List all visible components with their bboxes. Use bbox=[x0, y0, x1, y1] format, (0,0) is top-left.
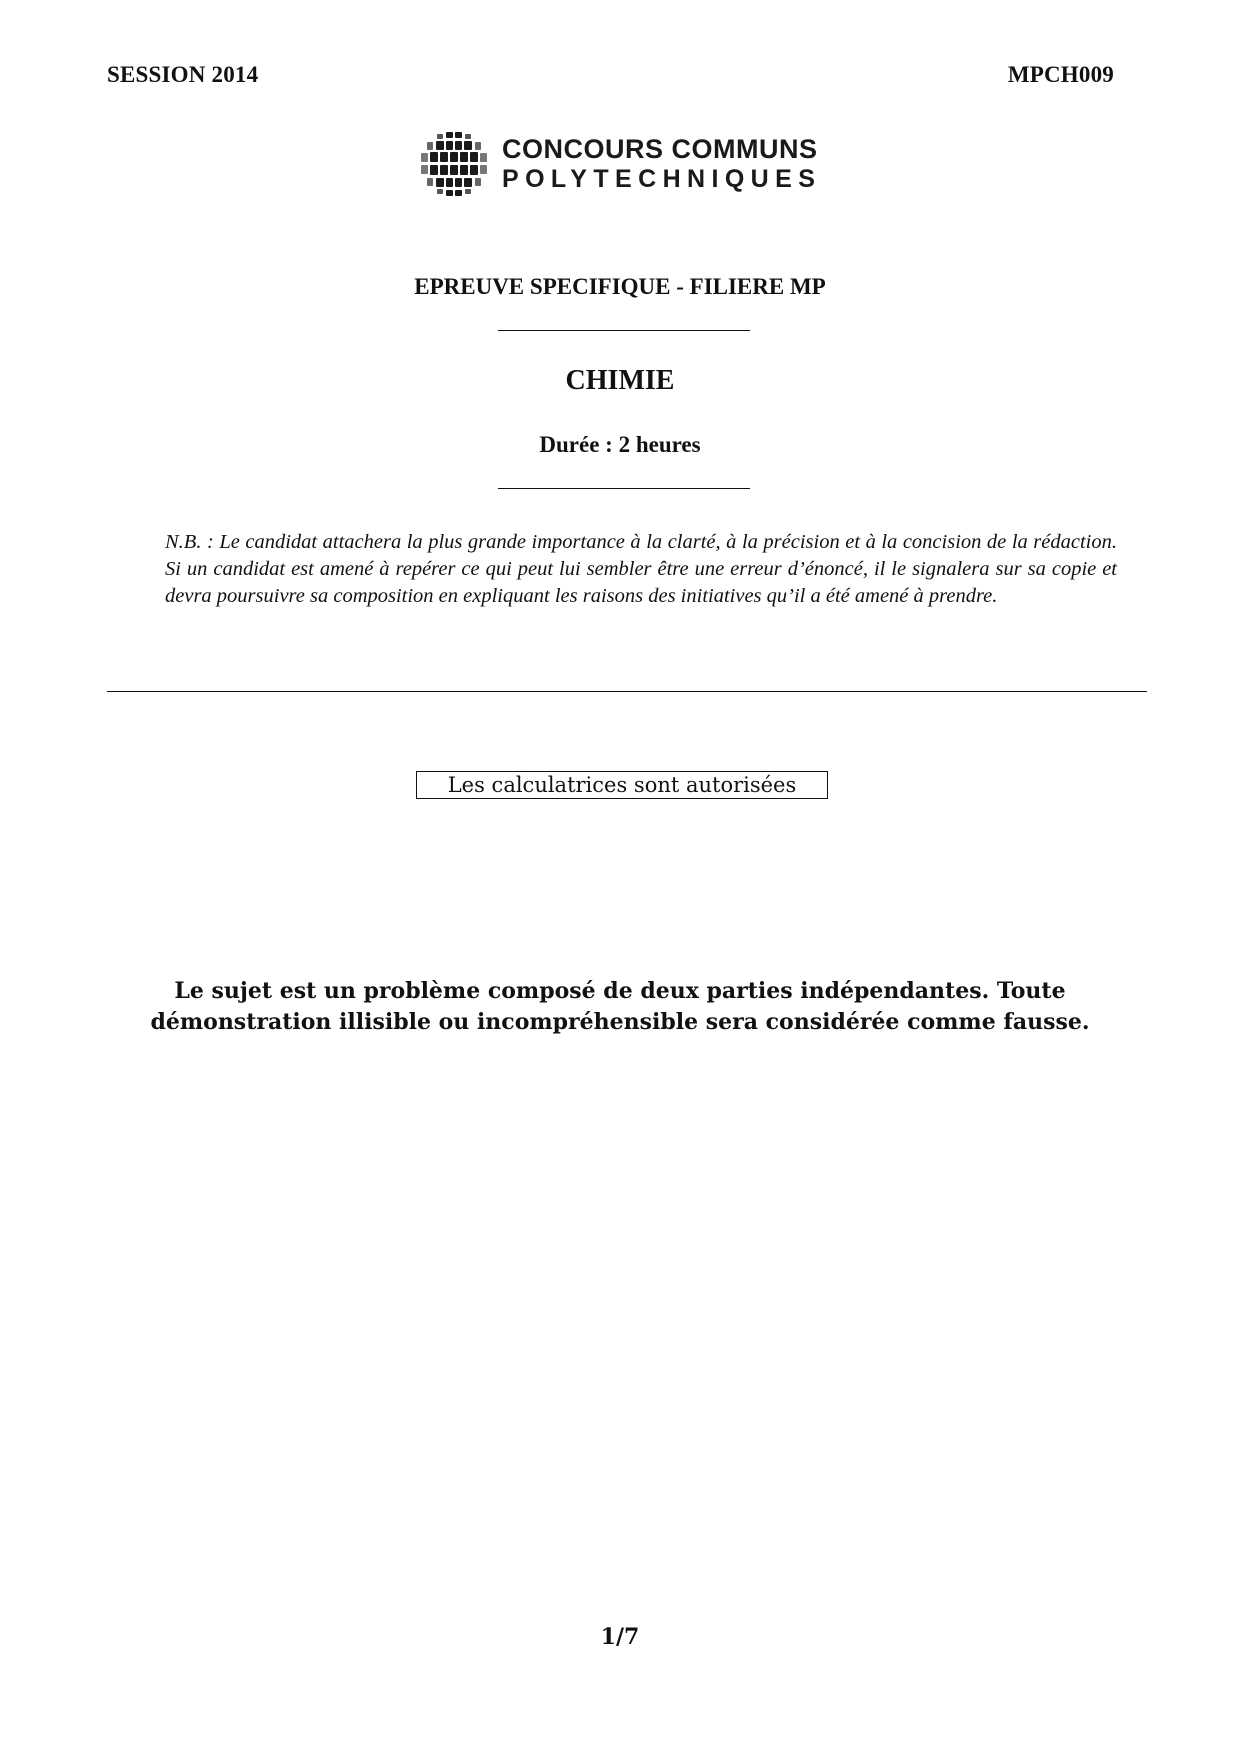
page-number: 1/7 bbox=[600, 1624, 640, 1650]
logo-line-2: POLYTECHNIQUES bbox=[502, 164, 822, 193]
logo-text bbox=[502, 135, 821, 193]
divider bbox=[498, 330, 750, 331]
subject-title: CHIMIE bbox=[565, 365, 675, 396]
logo-line-1: CONCOURS COMMUNS bbox=[502, 133, 818, 164]
globe-grid-icon bbox=[418, 128, 490, 200]
calculators-notice: Les calculatrices sont autorisées bbox=[416, 771, 828, 799]
intro-paragraph: Le sujet est un problème composé de deux parties indépendantes. Toute démonstration illisible ou incompréhensible sera considérée comme fausse. bbox=[150, 978, 1090, 1035]
session-label: SESSION 2014 bbox=[107, 62, 259, 87]
exam-code: MPCH009 bbox=[1007, 62, 1114, 87]
logo bbox=[418, 128, 821, 200]
notice-paragraph: N.B. : Le candidat attachera la plus grande importance à la clarté, à la précision et à la concision de la rédaction. Si un candidat est amené à repérer ce qui peut lui sembler être une erreur d’énoncé, il le signalera sur sa copie et devra poursuivre sa composition en expliquant les raisons des initiatives qu’il a été amené à prendre. bbox=[165, 531, 1117, 607]
exam-track-title: EPREUVE SPECIFIQUE - FILIERE MP bbox=[414, 274, 826, 299]
exam-duration: Durée : 2 heures bbox=[539, 432, 701, 457]
divider bbox=[498, 488, 750, 489]
section-divider bbox=[107, 691, 1147, 692]
